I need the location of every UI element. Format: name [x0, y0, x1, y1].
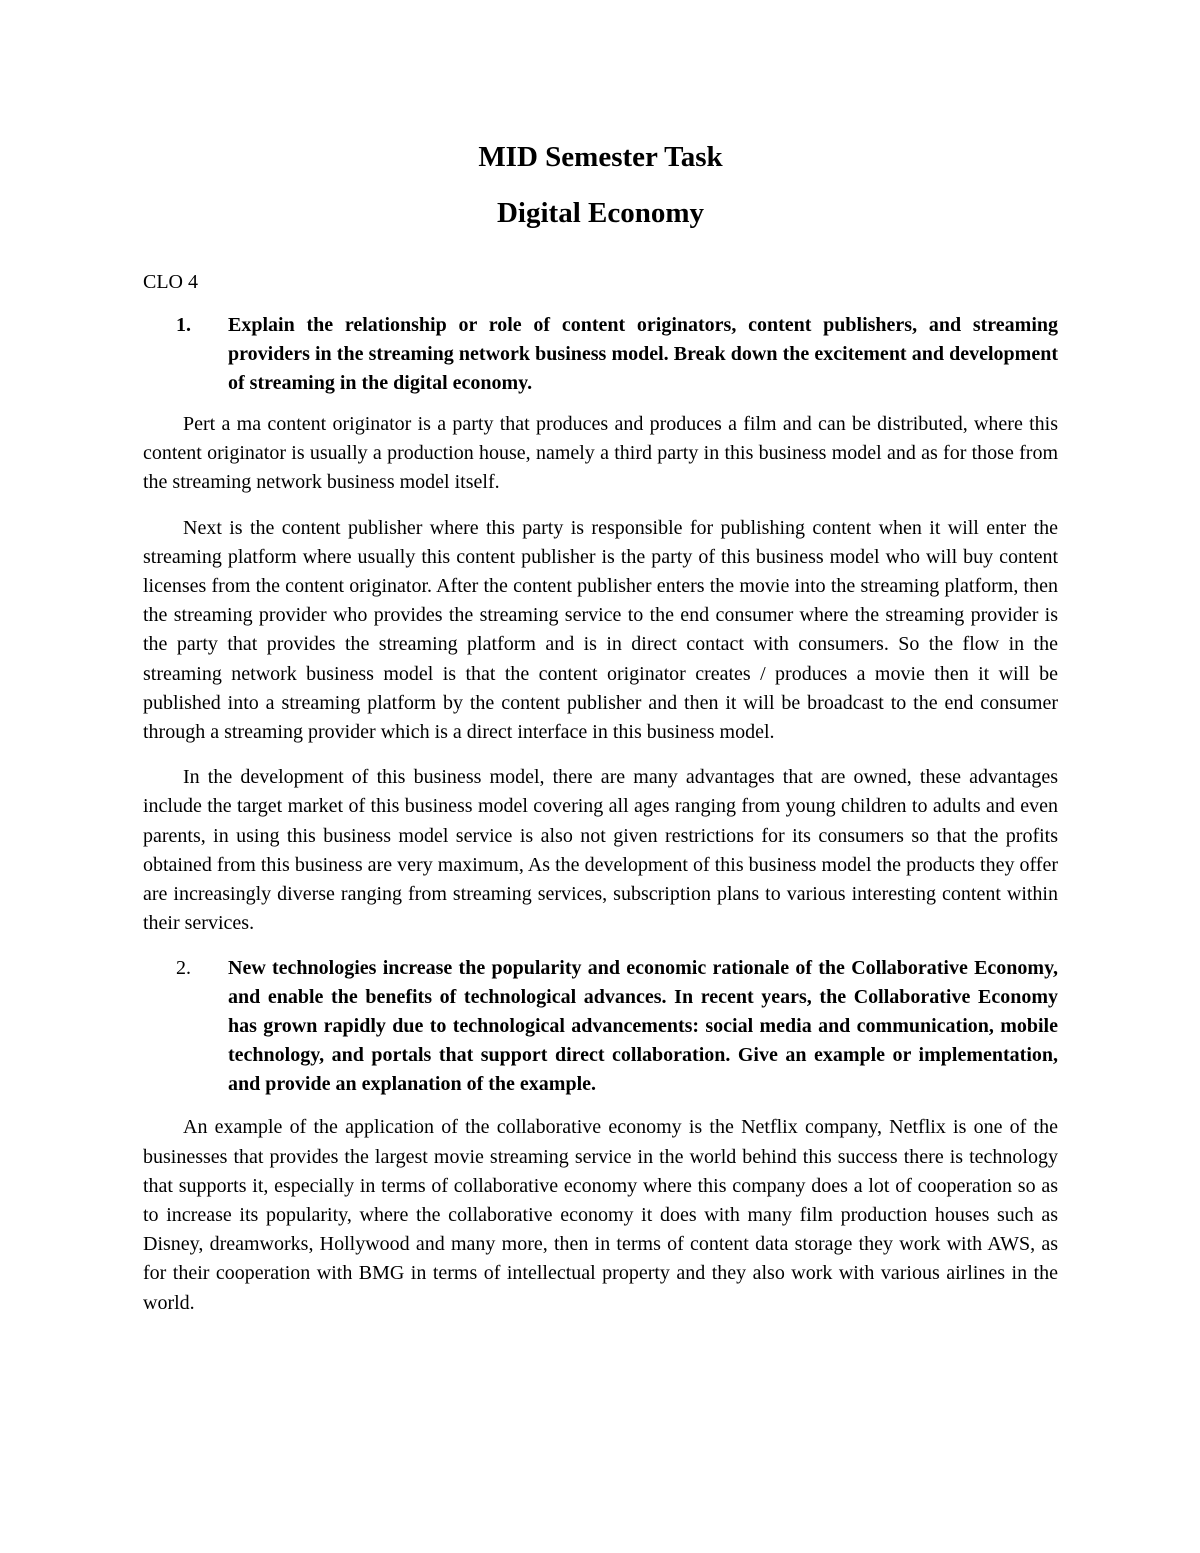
question-number: 2. — [176, 957, 191, 980]
answer-paragraph: Pert a ma content originator is a party that produces and produces a film and can be distributed, where this content originator is usually a production house, namely a third party in this business model and as for those from the streaming network business model itself. — [143, 413, 1058, 494]
answer-paragraph: Next is the content publisher where this party is responsible for publishing content when it will enter the streaming platform where usually this content publisher is the party of this business model who will buy content licenses from the content originator. After the content publisher enters the movie into the streaming platform, then the streaming provider who provides the streaming service to the end consumer where the streaming provider is the party that provides the streaming platform and is in direct contact with consumers. So the flow in the streaming network business model is that the content originator creates / produces a movie then it will be published into a streaming platform by the content publisher and then it will be broadcast to the end consumer through a streaming provider which is a direct interface in this business model. — [143, 516, 1058, 744]
document-title: MID Semester Task — [478, 141, 723, 173]
answer-paragraph: An example of the application of the collaborative economy is the Netflix company, Netflix is one of the businesses that provides the largest movie streaming service in the world behind this success there is technology that supports it, especially in terms of collaborative economy where this company does a lot of cooperation so as to increase its popularity, where the collaborative economy it does with many film production houses such as Disney, dreamworks, Hollywood and many more, then in terms of content data storage they work with AWS, as for their cooperation with BMG in terms of intellectual property and they also work with various airlines in the world. — [143, 1116, 1058, 1314]
question-number: 1. — [176, 314, 191, 336]
question-text: New technologies increase the popularity and economic rationale of the Collaborative Economy, and enable the benefits of technological advances. In recent years, the Collaborative Economy has grown rapidly due to technological advancements: social media and communication, mobile technology, and portals that support direct collaboration. Give an example or implementation, and provide an explanation of the example. — [228, 957, 1058, 1096]
document-page — [143, 140, 1058, 1318]
answer-paragraph: In the development of this business model, there are many advantages that are owned, these advantages include the target market of this business model covering all ages ranging from young children to adults and even parents, in using this business model service is also not given restrictions for its consumers so that the profits obtained from this business are very maximum, As the development of this business model the products they offer are increasingly diverse ranging from streaming services, subscription plans to various interesting content within their services. — [143, 766, 1058, 935]
question-1 — [143, 311, 1058, 398]
question-text: Explain the relationship or role of content originators, content publishers, and streaming providers in the streaming network business model. Break down the excitement and development of streaming in the digital economy. — [228, 314, 1058, 394]
clo-label: CLO 4 — [143, 271, 198, 293]
document-subtitle: Digital Economy — [496, 197, 705, 229]
question-2 — [143, 954, 1058, 1099]
